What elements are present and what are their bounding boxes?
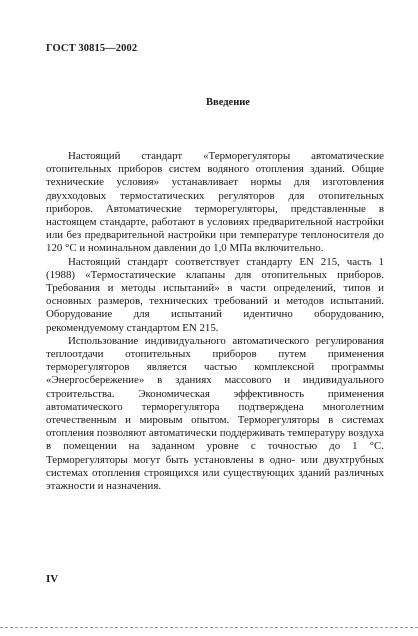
body-text — [46, 150, 384, 493]
paragraph-3: Использование индивидуального автоматического регулирования теплоотдачи отопительных приборов путем применения терморегуляторов является частью комплексной программы «Энергосбережение» в зданиях массового и индивидуального строительства. Экономическая эффективность применения автоматического терморегулятора подтверждена многолетним отечественным и мировым опытом. Терморегуляторы в системах отопления позволяют автоматически поддерживать температуру воздуха в помещении на заданном уровне с точностью до 1 °С. Терморегуляторы могут быть установлены в одно- или двухтрубных системах отопления строящихся или существующих зданий различных этажности и назначения. — [46, 334, 384, 493]
section-title: Введение — [206, 97, 250, 108]
bottom-divider — [0, 627, 418, 628]
standard-code-header: ГОСТ 30815—2002 — [46, 43, 138, 54]
paragraph-2: Настоящий стандарт соответствует стандарту EN 215, часть 1 (1988) «Термостатические клапаны для отопительных приборов. Требования и методы испытаний» в части определений, типов и основных размеров, технических требований и методов испытаний. Оборудование для испытаний идентично оборудованию, рекомендуемому стандартом EN 215. — [46, 255, 384, 334]
page-number: IV — [46, 573, 59, 585]
paragraph-1: Настоящий стандарт «Терморегуляторы автоматические отопительных приборов систем водяного отопления зданий. Общие технические условия» устанавливает нормы для изготовления двухходовых термостатических регуляторов для отопительных приборов. Автоматические терморегуляторы, представленные в настоящем стандарте, работают в условиях предварительной настройки или без предварительной настройки при температуре теплоносителя до 120 °С и номинальном давлении до 1,0 МПа включительно. — [46, 150, 384, 255]
